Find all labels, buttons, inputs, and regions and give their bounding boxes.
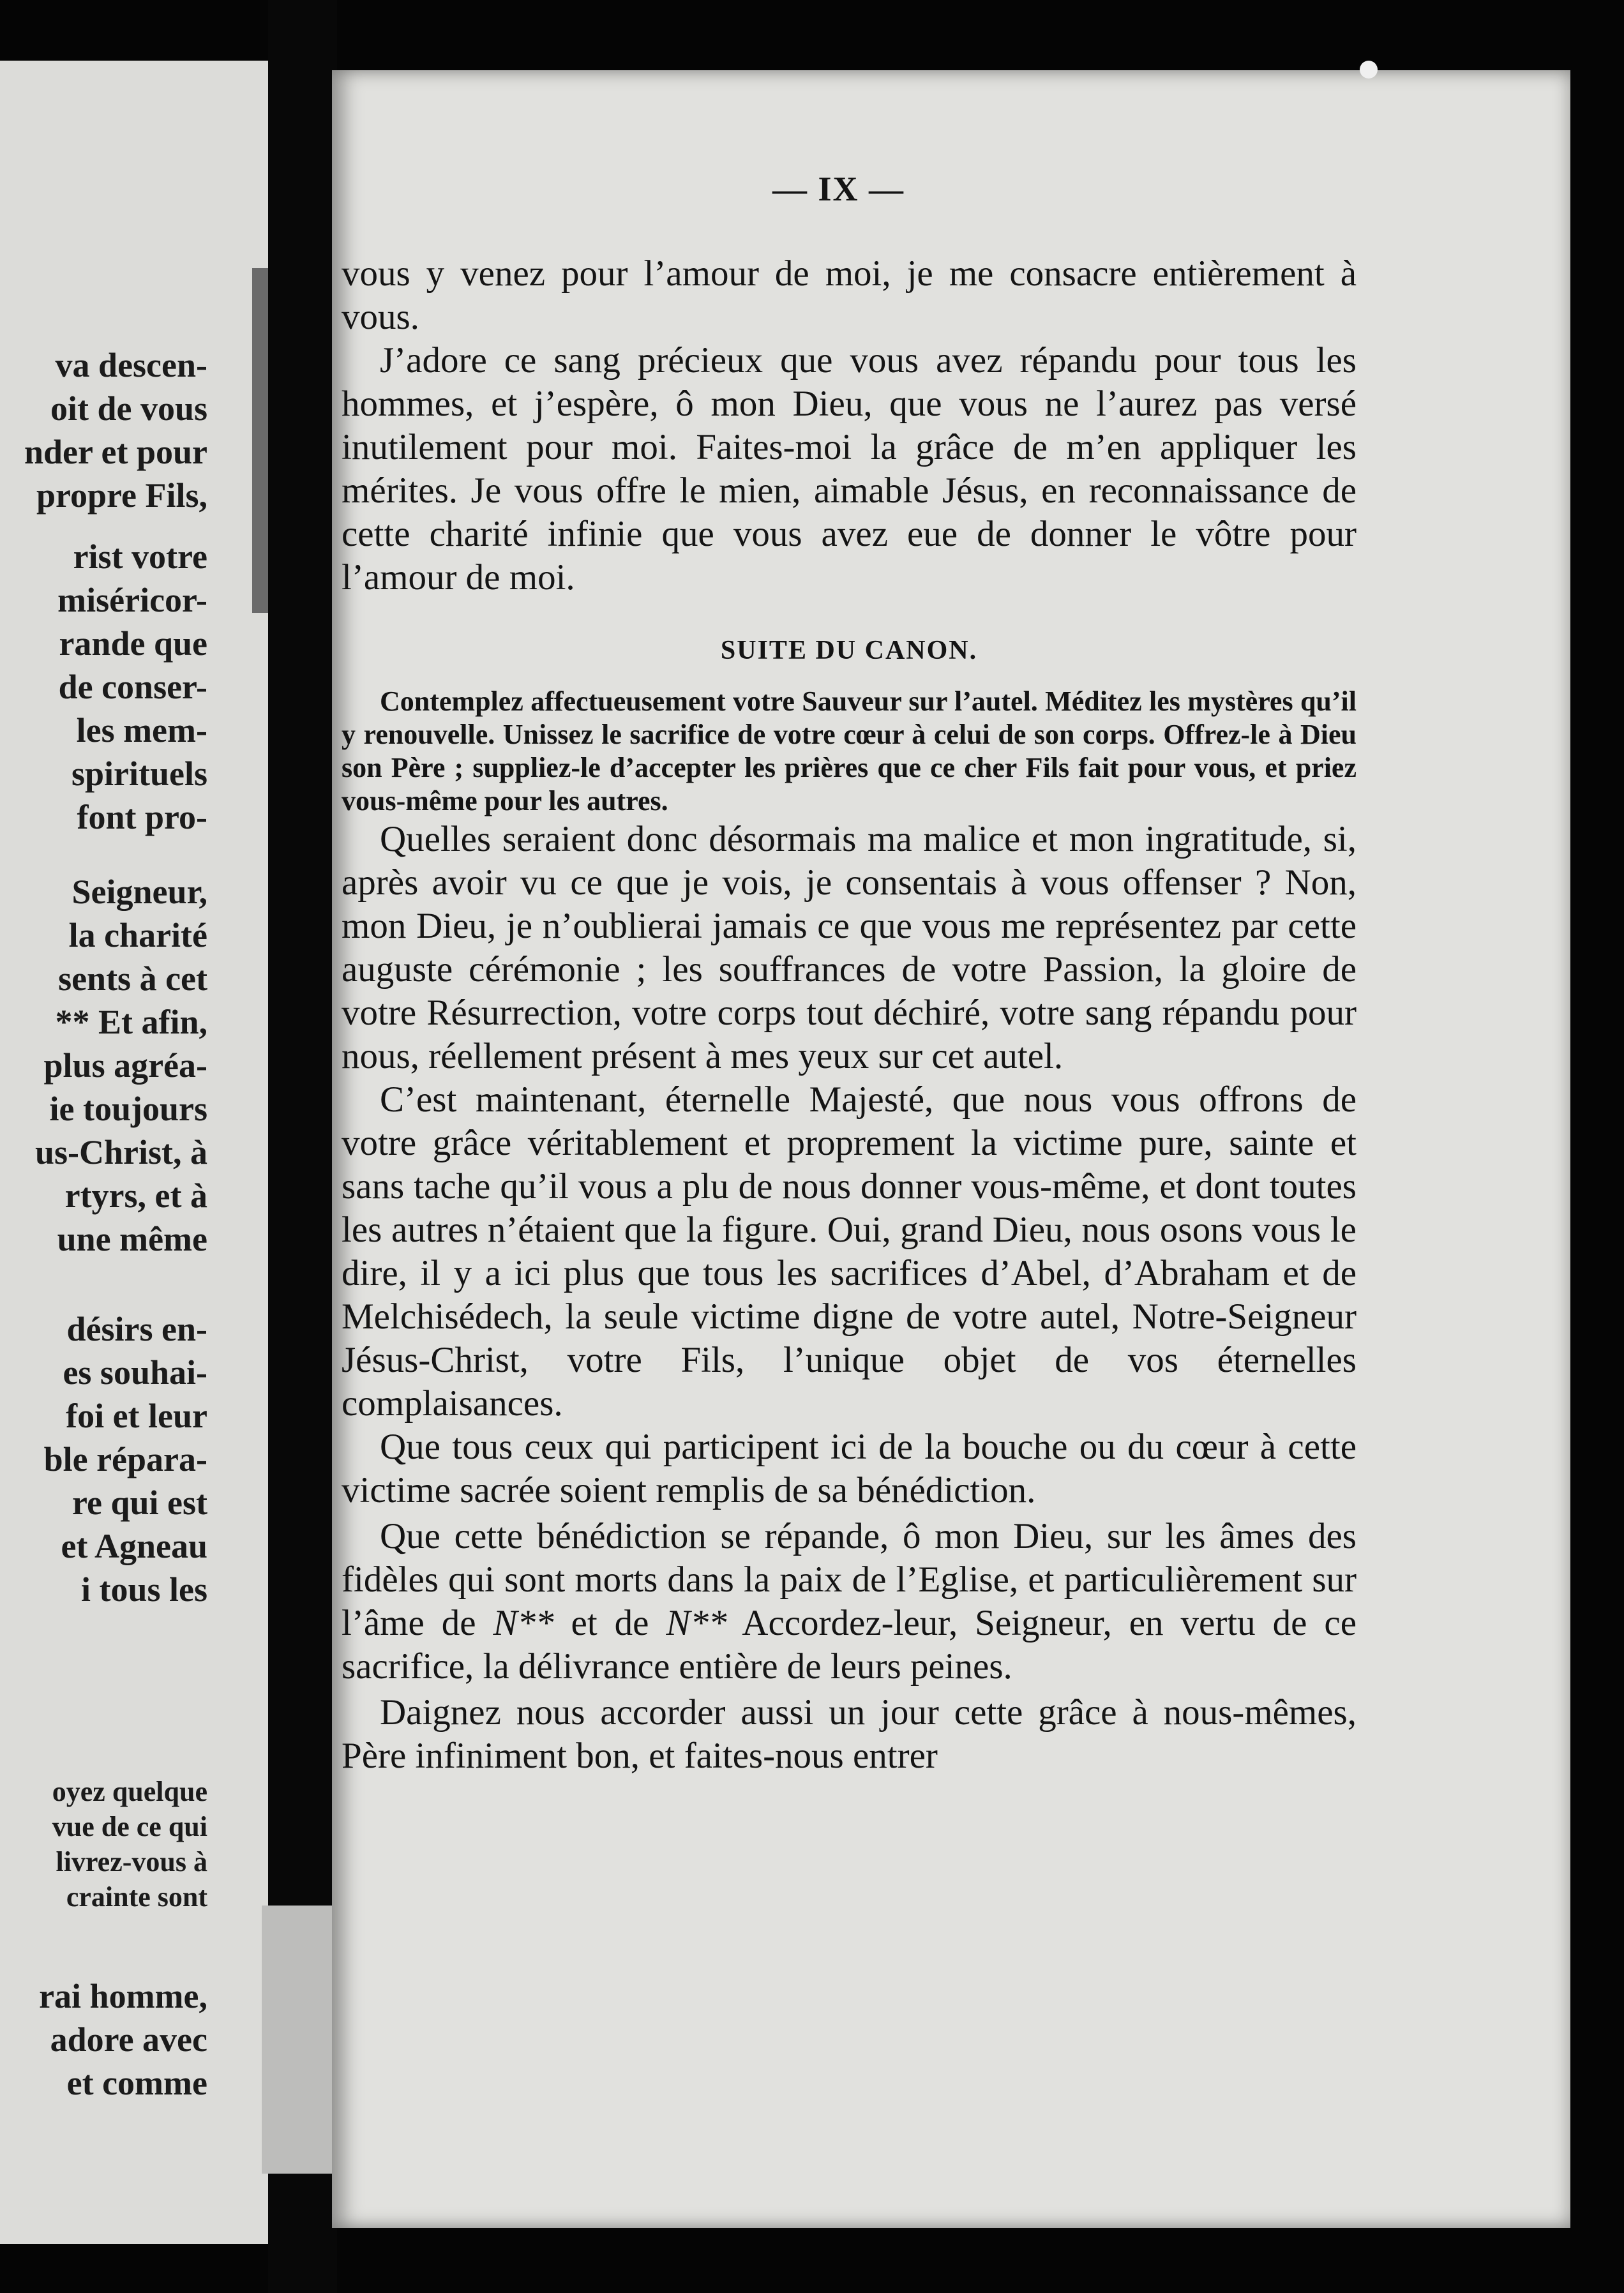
name-placeholder: N** [666, 1603, 727, 1643]
text-run: Que cette bénédiction se répande, ô mon Dieu, sur les âmes des fidèles qui sont morts dans la paix de l’Eglise, et particulièrement sur l’âme de [342, 1516, 1357, 1643]
rubric-instruction: Contemplez affectueusement votre Sauveur sur l’autel. Méditez les mystères qu’il y renouvelle. Unissez le sacrifice de votre cœur à celui de son corps. Offrez-le à Dieu son Père ; suppliez-le d’accepter les prières que ce cher Fils fait pour vous, et priez vous-même pour les autres. [342, 686, 1357, 816]
paragraph [342, 1515, 1357, 1688]
paragraph: vous y venez pour l’amour de moi, je me consacre entièrement à vous. [342, 253, 1357, 337]
paragraph: J’adore ce sang précieux que vous avez répandu pour tous les hommes, et j’espère, ô mon Dieu, que vous ne l’aurez pas versé inutilement pour moi. Faites-moi la grâce de m’en appliquer les mérites. Je vous offre le mien, aimable Jésus, en reconnaissance de cette charité infinie que vous avez eue de donner le vôtre pour l’amour de moi. [342, 340, 1357, 598]
left-line: une même [57, 1220, 207, 1258]
left-line: va descen- [55, 346, 207, 384]
left-line: crainte sont [66, 1881, 207, 1913]
left-line: plus agréa- [43, 1046, 207, 1085]
left-line: désirs en- [66, 1310, 207, 1348]
left-line: us-Christ, à [34, 1133, 207, 1171]
name-placeholder: N** [493, 1603, 554, 1643]
binding-shadow [252, 268, 270, 613]
text-run: Accordez-leur, Seigneur, en vertu de ce sacrifice, la délivrance entière de leurs peines. [342, 1603, 1357, 1687]
left-line: miséricor- [57, 581, 207, 619]
left-line: et Agneau [61, 1527, 207, 1565]
left-line: la charité [68, 916, 207, 954]
page-body [342, 252, 1357, 1778]
section-heading: SUITE DU CANON. [720, 636, 978, 665]
left-line: sents à cet [58, 959, 207, 998]
left-line: spirituels [71, 755, 207, 793]
page-number: — IX — [772, 170, 905, 208]
previous-page-fragment [0, 61, 268, 2244]
paragraph: Quelles seraient donc désormais ma malice et mon ingratitude, si, après avoir vu ce que je vois, je consentais à vous offenser ? Non, mon Dieu, je n’oublierai jamais ce que vous me représentez par cette auguste cérémonie ; les souffrances de votre Passion, la gloire de votre Résurrection, votre corps tout déchiré, votre sang répandu pour nous, réellement présent à mes yeux sur cet autel. [342, 819, 1357, 1076]
left-line: de conser- [58, 668, 207, 706]
left-line: rai homme, [39, 1977, 207, 2015]
left-line: rande que [59, 624, 207, 663]
paragraph: Que tous ceux qui participent ici de la bouche ou du cœur à cette victime sacrée soient remplis de sa bénédiction. [342, 1427, 1357, 1510]
paragraph: Daignez nous accorder aussi un jour cette grâce à nous-mêmes, Père infiniment bon, et faites-nous entrer [342, 1692, 1357, 1776]
left-line: adore avec [50, 2020, 207, 2059]
text-run: et de [553, 1603, 666, 1643]
left-line: livrez-vous à [56, 1846, 207, 1877]
left-line: foi et leur [66, 1397, 207, 1435]
left-line: re qui est [72, 1484, 207, 1522]
left-line: vue de ce qui [52, 1811, 207, 1842]
left-line: oyez quelque [52, 1776, 207, 1807]
left-line: ie toujours [49, 1090, 207, 1128]
left-line: les mem- [76, 711, 207, 749]
left-line: oit de vous [50, 389, 207, 428]
left-line: ** Et afin, [55, 1003, 207, 1041]
paper-spot [1360, 61, 1378, 79]
left-line: ble répara- [43, 1440, 207, 1478]
left-line: rtyrs, et à [64, 1177, 207, 1215]
left-line: propre Fils, [36, 476, 207, 515]
left-line: et comme [66, 2064, 207, 2102]
left-line: font pro- [77, 798, 207, 836]
left-line: es souhai- [63, 1353, 207, 1392]
paragraph: C’est maintenant, éternelle Majesté, que nous vous offrons de votre grâce véritablement et proprement la victime pure, sainte et sans tache qu’il vous a plu de nous donner vous-même, et dont toutes les autres n’étaient que la figure. Oui, grand Dieu, nous osons vous le dire, il y a ici plus que tous les sacrifices d’Abel, d’Abraham et de Melchisédech, la seule victime digne de votre autel, Notre-Seigneur Jésus-Christ, votre Fils, l’unique objet de vos éternelles complaisances. [342, 1079, 1357, 1424]
left-line: nder et pour [24, 433, 207, 471]
left-line: i tous les [80, 1570, 207, 1609]
left-line: Seigneur, [71, 873, 207, 911]
left-line: rist votre [73, 538, 207, 576]
